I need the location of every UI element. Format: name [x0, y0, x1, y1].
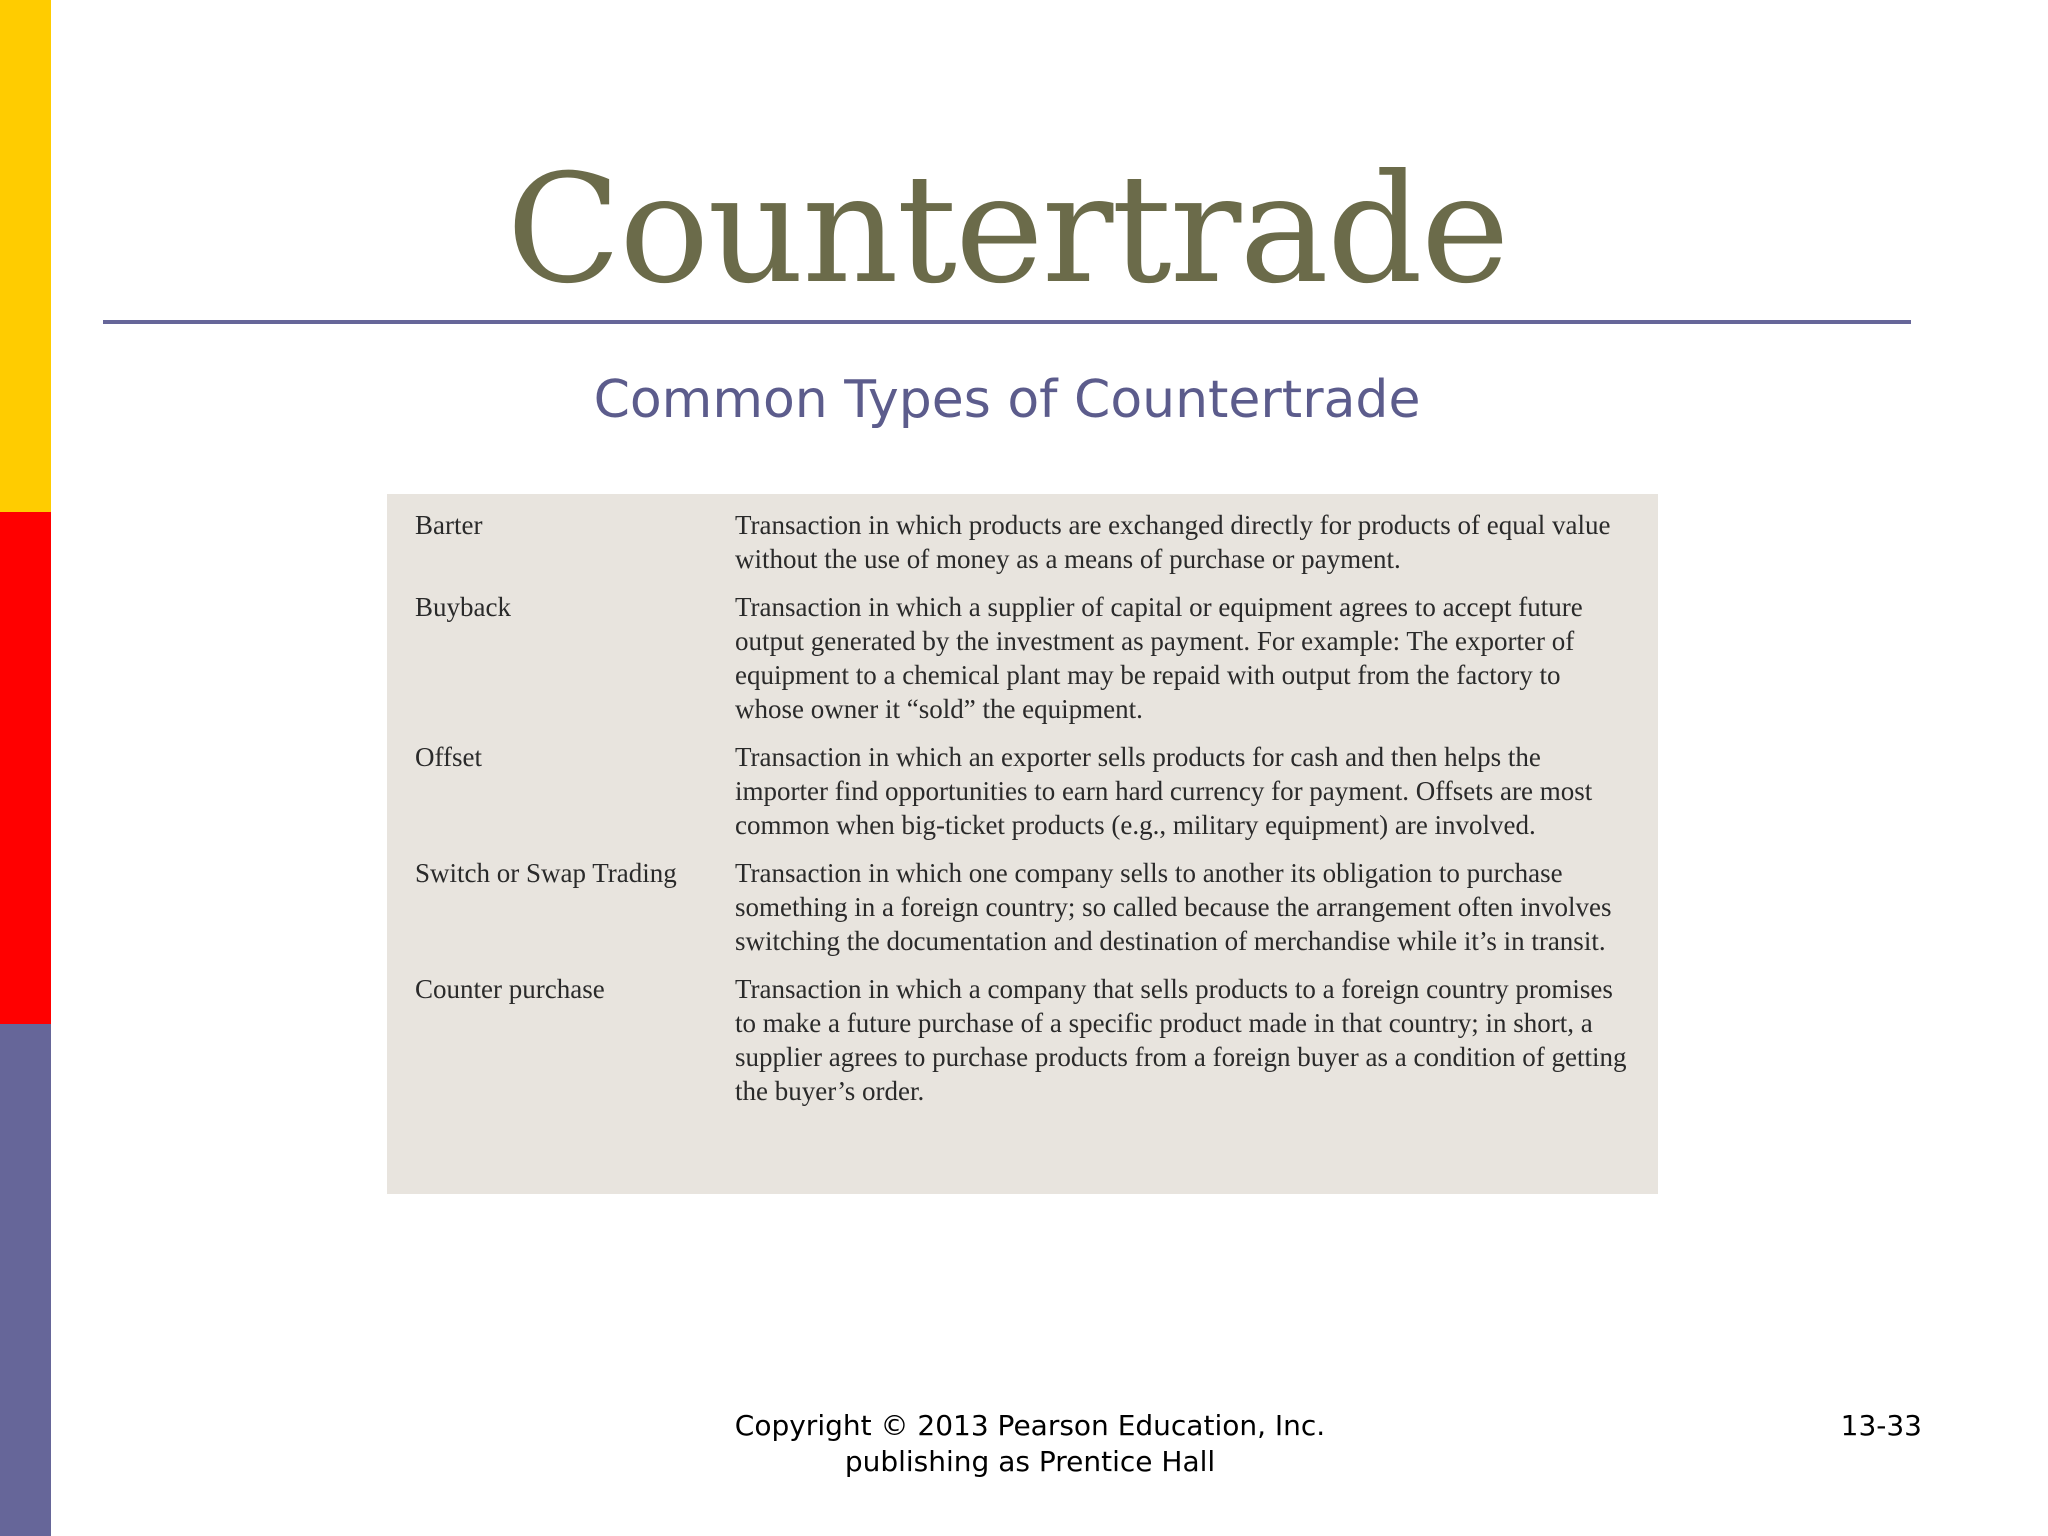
table-row	[415, 508, 1632, 576]
definition-cell: Transaction in which a supplier of capital or equipment agrees to accept future output generated by the investment as payment. For example: The exporter of equipment to a chemical plant may be repaid with output from the factory to whose owner it “sold” the equipment.	[735, 592, 1583, 724]
table-row	[415, 740, 1632, 842]
slide-subtitle: Common Types of Countertrade	[593, 370, 1421, 430]
table-row	[415, 856, 1632, 958]
term-cell: Barter	[415, 510, 483, 540]
copyright-notice	[650, 1408, 1410, 1480]
table-row	[415, 972, 1632, 1108]
definition-cell: Transaction in which a company that sells products to a foreign country promises to make a future purchase of a specific product made in that country; in short, a supplier agrees to purchase products from a foreign buyer as a condition of getting the buyer’s order.	[735, 974, 1627, 1106]
publisher-line: publishing as Prentice Hall	[844, 1445, 1216, 1478]
term-cell: Counter purchase	[415, 974, 605, 1004]
term-cell: Switch or Swap Trading	[415, 858, 677, 888]
definition-cell: Transaction in which one company sells to another its obligation to purchase something in a foreign country; so called because the arrangement often involves switching the documentation and destination of merchandise while it’s in transit.	[735, 858, 1612, 956]
definition-cell: Transaction in which an exporter sells products for cash and then helps the importer find opportunities to earn hard currency for payment. Offsets are most common when big-ticket products (e.g., military equipment) are involved.	[735, 742, 1593, 840]
page-number: 13-33	[1840, 1409, 1922, 1442]
table-row	[415, 590, 1632, 726]
side-bar-yellow	[0, 0, 51, 512]
side-bar-purple	[0, 1024, 51, 1536]
definition-cell: Transaction in which products are exchanged directly for products of equal value without the use of money as a means of purchase or payment.	[735, 510, 1611, 574]
side-bar-red	[0, 512, 51, 1024]
copyright-line: Copyright © 2013 Pearson Education, Inc.	[734, 1409, 1326, 1442]
countertrade-types-table	[387, 494, 1658, 1194]
term-cell: Offset	[415, 742, 482, 772]
title-divider	[103, 320, 1911, 324]
term-cell: Buyback	[415, 592, 511, 622]
slide-title: Countertrade	[506, 143, 1508, 317]
